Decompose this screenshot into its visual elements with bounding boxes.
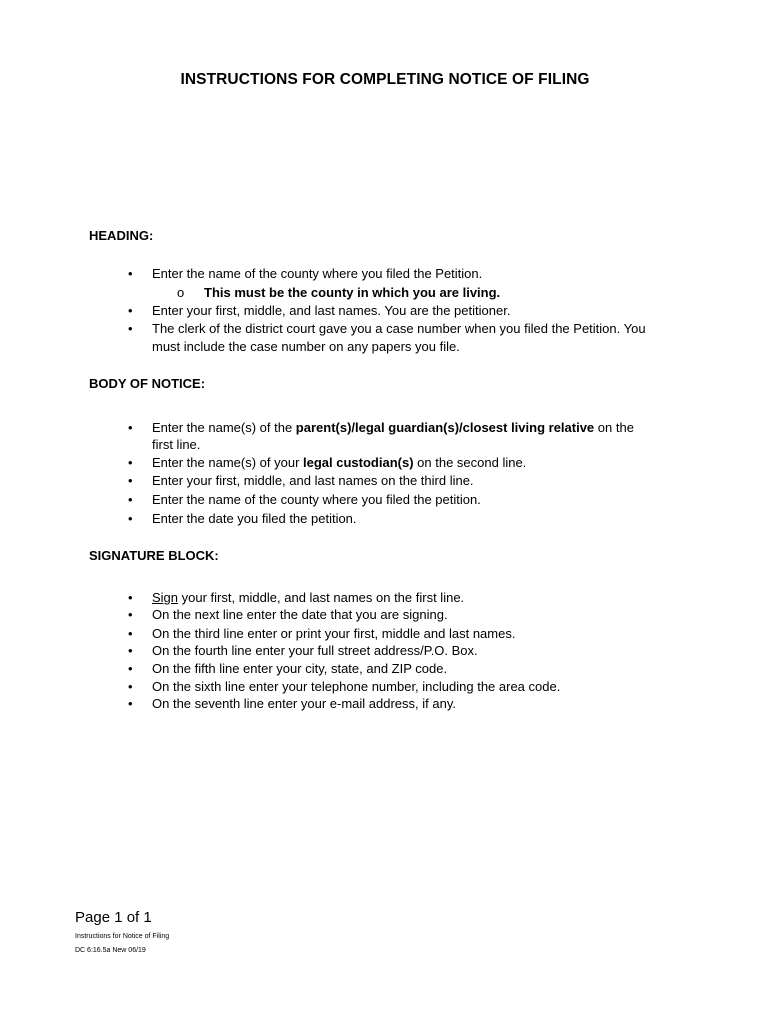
- body-item-4: Enter the name of the county where you filed the petition.: [152, 492, 481, 507]
- bullet-icon: •: [128, 607, 133, 622]
- bullet-icon: •: [128, 643, 133, 658]
- body-section-label: BODY OF NOTICE:: [89, 376, 206, 391]
- body-item-1: Enter the name(s) of the parent(s)/legal guardian(s)/closest living relative on the: [152, 420, 634, 435]
- bullet-icon: •: [128, 661, 133, 676]
- bullet-icon: •: [128, 626, 133, 641]
- heading-item-3-line-1: The clerk of the district court gave you a case number when you filed the Petition. You: [152, 321, 646, 336]
- signature-item-6: On the sixth line enter your telephone number, including the area code.: [152, 679, 561, 694]
- signature-item-3: On the third line enter or print your first, middle and last names.: [152, 626, 516, 641]
- heading-item-1-note: This must be the county in which you are living.: [204, 285, 501, 300]
- signature-section-label: SIGNATURE BLOCK:: [89, 548, 219, 563]
- page-number: Page 1 of 1: [75, 909, 152, 926]
- body-item-2: Enter the name(s) of your legal custodian(s) on the second line.: [152, 455, 527, 470]
- bullet-icon: •: [128, 455, 133, 470]
- bullet-icon: •: [128, 492, 133, 507]
- sub-bullet-icon: o: [177, 285, 185, 300]
- heading-item-3-line-2: must include the case number on any papers you file.: [152, 339, 460, 354]
- bullet-icon: •: [128, 266, 133, 281]
- bullet-icon: •: [128, 511, 133, 526]
- footer-document-code: DC 6:16.5a New 06/19: [75, 947, 146, 954]
- body-item-5: Enter the date you filed the petition.: [152, 511, 357, 526]
- bullet-icon: •: [128, 321, 133, 336]
- heading-section-label: HEADING:: [89, 228, 154, 243]
- signature-item-7: On the seventh line enter your e-mail address, if any.: [152, 696, 456, 711]
- body-item-1-line-2: first line.: [152, 437, 201, 452]
- bullet-icon: •: [128, 696, 133, 711]
- signature-item-2: On the next line enter the date that you are signing.: [152, 607, 448, 622]
- bullet-icon: •: [128, 303, 133, 318]
- signature-item-4: On the fourth line enter your full street address/P.O. Box.: [152, 643, 478, 658]
- signature-item-1: Sign your first, middle, and last names on the first line.: [152, 590, 465, 605]
- bullet-icon: •: [128, 473, 133, 488]
- bullet-icon: •: [128, 590, 133, 605]
- heading-item-2: Enter your first, middle, and last names. You are the petitioner.: [152, 303, 511, 318]
- footer-document-name: Instructions for Notice of Filing: [75, 933, 170, 940]
- document-title: INSTRUCTIONS FOR COMPLETING NOTICE OF FILING: [180, 71, 590, 88]
- bullet-icon: •: [128, 420, 133, 435]
- signature-item-5: On the fifth line enter your city, state, and ZIP code.: [152, 661, 448, 676]
- heading-item-1: Enter the name of the county where you filed the Petition.: [152, 266, 483, 281]
- body-item-3: Enter your first, middle, and last names on the third line.: [152, 473, 474, 488]
- bullet-icon: •: [128, 679, 133, 694]
